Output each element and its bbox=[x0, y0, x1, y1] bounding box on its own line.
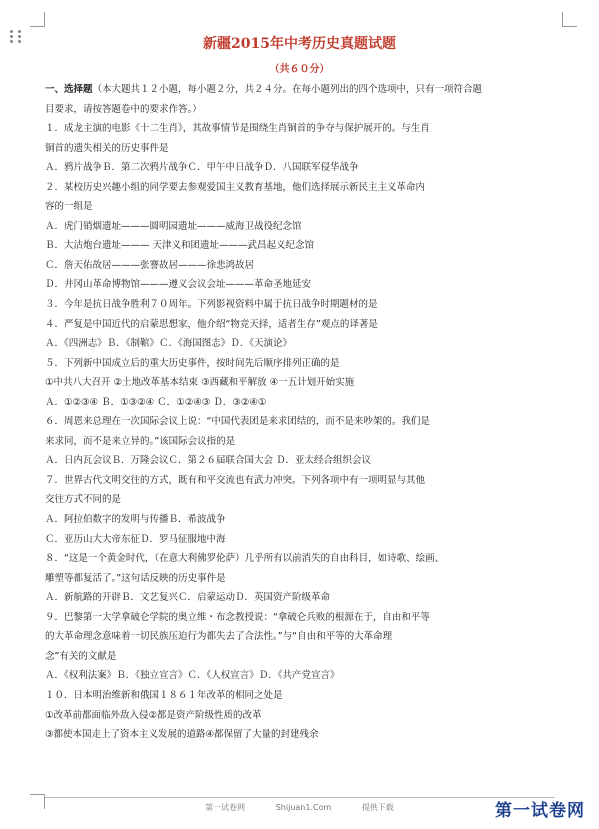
text-line: ８．“这是一个黄金时代，（在意大利佛罗伦萨）几乎所有以前消失的自由科目，如诗歌、绘画、 bbox=[45, 553, 445, 565]
footer-note: 提供下载 bbox=[361, 803, 394, 812]
text-line: Ａ．虎门销烟遗址———圆明园遗址———威海卫战役纪念馆 bbox=[45, 220, 302, 232]
text-line: ２．某校历史兴趣小组的同学要去参观爱国主义教育基地，他们选择展示新民主主义革命内 bbox=[45, 181, 426, 193]
text-line: ３．今年是抗日战争胜利７０周年。下列影视资料中属于抗日战争时期题材的是 bbox=[45, 299, 378, 311]
text-line: ６．周恩来总理在一次国际会议上说：“中国代表团是来求团结的，而不是来吵架的。我们是 bbox=[45, 416, 430, 428]
text-line: Ａ．①②③④ Ｂ．①③②④ Ｃ．①②④③ Ｄ．③②④① bbox=[45, 396, 267, 408]
document-body bbox=[45, 80, 555, 745]
text-line: ５．下列新中国成立后的重大历史事件，按时间先后顺序排列正确的是 bbox=[45, 357, 340, 369]
text-line: 的大革命理念意味着一切民族压迫行为都失去了合法性。”与“自由和平等的大革命理 bbox=[45, 631, 393, 643]
document-title: 新疆2015年中考历史真题试题 bbox=[203, 36, 396, 52]
text-line: Ｃ．詹天佑故居———张謇故居———徐悲鸿故居 bbox=[45, 259, 255, 271]
footer-divider bbox=[45, 797, 555, 798]
text-line: ①改革前都面临外敌入侵②都是资产阶级性质的改革 bbox=[45, 709, 262, 721]
text-line: Ａ．鸦片战争Ｂ．第二次鸦片战争Ｃ．甲午中日战争Ｄ．八国联军侵华战争 bbox=[45, 162, 359, 174]
text-line: Ａ．日内瓦会议Ｂ．万隆会议Ｃ．第２６届联合国大会 Ｄ．亚太经合组织会议 bbox=[45, 455, 372, 467]
text-line: 雕塑等都复活了。”这句话反映的历史事件是 bbox=[45, 572, 226, 584]
text-line: １．成龙主演的电影《十二生肖》，其故事情节是围绕生肖铜首的争夺与保护展开的。与生肖 bbox=[45, 123, 430, 135]
section-instructions: （本大题共１２小题，每小题２分，共２４分。在每小题列出的四个选项中，只有一项符合题 bbox=[92, 84, 483, 95]
text-line: Ｄ．井冈山革命博物馆———遵义会议会址———革命圣地延安 bbox=[45, 279, 312, 291]
text-line bbox=[45, 80, 555, 100]
text-line: ③都使本国走上了资本主义发展的道路④都保留了大量的封建残余 bbox=[45, 729, 319, 741]
text-line: １０．日本明治维新和俄国１８６１年改革的相同之处是 bbox=[45, 689, 283, 701]
text-line: Ａ．新航路的开辟Ｂ．文艺复兴Ｃ．启蒙运动Ｄ．英国资产阶级革命 bbox=[45, 592, 331, 604]
text-line: ４．严复是中国近代的启蒙思想家，他介绍“物竞天择，适者生存”观点的译著是 bbox=[45, 318, 378, 330]
text-line: ７．世界古代文明交往的方式，既有和平交流也有武力冲突。下列各项中有一项明显与其他 bbox=[45, 474, 426, 486]
text-line: Ｃ．亚历山大大帝东征Ｄ．罗马征服地中海 bbox=[45, 533, 226, 545]
footer-site-name: 第一试卷网 bbox=[205, 803, 246, 812]
text-line: ９．巴黎第一大学拿破仑学院的奥立维・布念教授说：“拿破仑兵败的根源在于，自由和平等 bbox=[45, 611, 430, 623]
section-heading: 一、选择题 bbox=[45, 84, 93, 95]
text-line: 铜首的遗失相关的历史事件是 bbox=[45, 142, 169, 154]
text-line: ①中共八大召开 ②土地改革基本结束 ③西藏和平解放 ④一五计划开始实施 bbox=[45, 377, 355, 389]
footer-site-url: Shijuan1.Com bbox=[275, 803, 332, 812]
crop-mark-top-right bbox=[562, 12, 577, 27]
document-subtitle: （共６０分） bbox=[269, 64, 330, 75]
crop-mark-top-left bbox=[30, 12, 45, 27]
text-line: Ａ．阿拉伯数字的发明与传播Ｂ．希波战争 bbox=[45, 514, 226, 526]
text-line: 目要求，请按答题卷中的要求作答。） bbox=[45, 103, 202, 115]
text-line: 交往方式不同的是 bbox=[45, 494, 122, 506]
text-line: 来求同，而不是来立异的。”该国际会议指的是 bbox=[45, 435, 236, 447]
text-line: 念”有关的文献是 bbox=[45, 650, 117, 662]
text-line: Ａ．《权利法案》Ｂ．《独立宣言》Ｃ．《人权宣言》Ｄ．《共产党宣言》 bbox=[45, 670, 340, 682]
text-line: 容的一组是 bbox=[45, 201, 93, 213]
text-line: Ａ．《四洲志》Ｂ．《制䩪》Ｃ．《海国图志》Ｄ．《天演论》 bbox=[45, 338, 293, 350]
text-line: Ｂ．大沽炮台遗址——— 天津义和团遗址———武昌起义纪念馆 bbox=[45, 240, 315, 252]
brand-logo: 第一试卷网 bbox=[495, 801, 585, 821]
